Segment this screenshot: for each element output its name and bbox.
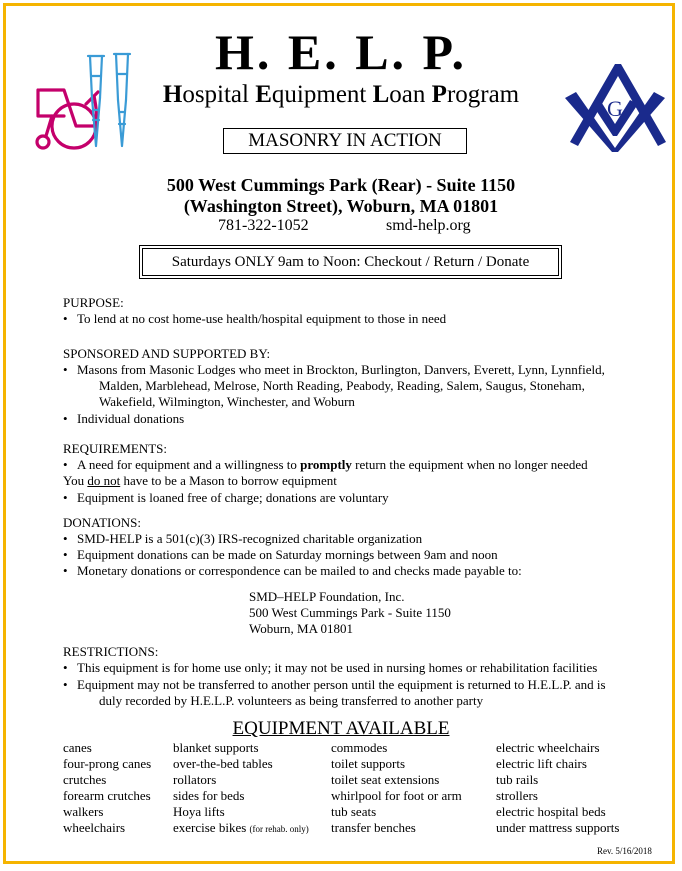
masonic-g-letter: G bbox=[607, 96, 623, 121]
equipment-item: exercise bikes bbox=[173, 820, 247, 835]
address-line-2: (Washington Street), Woburn, MA 01801 bbox=[183, 196, 499, 216]
equipment-item: whirlpool for foot or arm bbox=[331, 788, 462, 803]
donations-item-1: • SMD-HELP is a 501(c)(3) IRS-recognized charitable organization bbox=[63, 531, 423, 546]
donations-item-1-text: SMD-HELP is a 501(c)(3) IRS-recognized charitable organization bbox=[77, 531, 423, 546]
requirements-item-2: • Equipment is loaned free of charge; donations are voluntary bbox=[63, 490, 389, 505]
equipment-item: blanket supports bbox=[173, 740, 259, 755]
equipment-item: crutches bbox=[63, 772, 107, 787]
equipment-item: tub seats bbox=[331, 804, 377, 819]
page-title: H. E. L. P. bbox=[214, 24, 468, 80]
equipment-item: transfer benches bbox=[331, 820, 416, 835]
equipment-item: electric hospital beds bbox=[496, 804, 606, 819]
restrictions-item-2-text: Equipment may not be transferred to another person until the equipment is returned to H.E.L.P. and is bbox=[77, 677, 606, 692]
mailing-name: SMD–HELP Foundation, Inc. bbox=[249, 589, 405, 604]
subtitle-initial-l: L bbox=[372, 81, 390, 108]
equipment-note: (for rehab. only) bbox=[249, 824, 309, 834]
subtitle-initial-e: E bbox=[255, 81, 272, 108]
equipment-item: strollers bbox=[496, 788, 538, 803]
sponsors-item-2: • Individual donations bbox=[63, 411, 185, 426]
equipment-item-with-note bbox=[173, 820, 309, 837]
subtitle-initial-h: H bbox=[162, 81, 183, 108]
requirements-note-post: have to be a Mason to borrow equipment bbox=[120, 473, 337, 488]
donations-heading: DONATIONS: bbox=[63, 515, 141, 530]
equipment-item: walkers bbox=[63, 804, 104, 819]
restrictions-item-2-line-2: duly recorded by H.E.L.P. volunteers as being transferred to another party bbox=[99, 693, 484, 708]
mailing-street: 500 West Cummings Park - Suite 1150 bbox=[249, 605, 451, 620]
equipment-item: under mattress supports bbox=[496, 820, 620, 835]
equipment-item: sides for beds bbox=[173, 788, 245, 803]
sponsors-item-1: • Masons from Masonic Lodges who meet in Brockton, Burlington, Danvers, Everett, Lynn, Lynnfield, bbox=[63, 362, 605, 377]
requirements-item-1-pre: A need for equipment and a willingness to bbox=[77, 457, 301, 472]
subtitle-rest-p: rogram bbox=[446, 81, 520, 108]
requirements-note-underline: do not bbox=[87, 473, 121, 488]
equipment-item: canes bbox=[63, 740, 92, 755]
restrictions-item-1-text: This equipment is for home use only; it may not be used in nursing homes or rehabilitation facilities bbox=[77, 660, 598, 675]
page-subtitle bbox=[0, 80, 682, 110]
requirements-heading: REQUIREMENTS: bbox=[63, 441, 167, 456]
subtitle-rest-h: ospital bbox=[182, 81, 256, 108]
sponsors-line-1: Masons from Masonic Lodges who meet in Brockton, Burlington, Danvers, Everett, Lynn, Lynnfield, bbox=[77, 362, 605, 377]
equipment-item: four-prong canes bbox=[63, 756, 152, 771]
requirements-note bbox=[63, 473, 337, 489]
tagline-box: MASONRY IN ACTION bbox=[223, 128, 467, 154]
equipment-item: commodes bbox=[331, 740, 388, 755]
requirements-note-pre: You bbox=[63, 473, 88, 488]
website-link[interactable]: smd-help.org bbox=[386, 217, 471, 234]
equipment-heading-text: EQUIPMENT AVAILABLE bbox=[232, 718, 450, 739]
hours-box bbox=[139, 245, 562, 279]
equipment-item: electric wheelchairs bbox=[496, 740, 600, 755]
equipment-column-3 bbox=[331, 740, 462, 836]
sponsors-heading: SPONSORED AND SUPPORTED BY: bbox=[63, 346, 271, 361]
requirements-item-2-text: Equipment is loaned free of charge; donations are voluntary bbox=[77, 490, 389, 505]
equipment-column-4 bbox=[496, 740, 619, 836]
requirements-item-1: • A need for equipment and a willingness to promptly return the equipment when no longer needed bbox=[63, 457, 588, 472]
requirements-item-1-bold: promptly bbox=[300, 457, 352, 472]
address-line-1: 500 West Cummings Park (Rear) - Suite 1150 bbox=[166, 175, 516, 195]
hours-text: Saturdays ONLY 9am to Noon: Checkout / Return / Donate bbox=[142, 248, 559, 276]
equipment-heading bbox=[0, 718, 682, 740]
equipment-item: forearm crutches bbox=[63, 788, 151, 803]
revision-date: Rev. 5/16/2018 bbox=[597, 846, 652, 856]
subtitle-initial-p: P bbox=[431, 81, 447, 108]
equipment-item: over-the-bed tables bbox=[173, 756, 273, 771]
subtitle-rest-l: oan bbox=[389, 81, 432, 108]
equipment-item: electric lift chairs bbox=[496, 756, 587, 771]
equipment-item: toilet seat extensions bbox=[331, 772, 440, 787]
equipment-item: wheelchairs bbox=[63, 820, 126, 835]
purpose-heading: PURPOSE: bbox=[63, 295, 124, 310]
equipment-item: Hoya lifts bbox=[173, 804, 225, 819]
donations-item-3-text: Monetary donations or correspondence can be mailed to and checks made payable to: bbox=[77, 563, 522, 578]
sponsors-line-2: Malden, Marblehead, Melrose, North Reading, Peabody, Reading, Salem, Saugus, Stoneham, bbox=[99, 378, 585, 393]
phone-number: 781-322-1052 bbox=[218, 217, 309, 234]
restrictions-item-2: • Equipment may not be transferred to another person until the equipment is returned to H.E.L.P. and is bbox=[63, 677, 606, 692]
restrictions-heading: RESTRICTIONS: bbox=[63, 644, 159, 659]
equipment-item: toilet supports bbox=[331, 756, 406, 771]
equipment-item: tub rails bbox=[496, 772, 539, 787]
sponsors-line-3: Wakefield, Wilmington, Winchester, and Woburn bbox=[99, 394, 355, 409]
requirements-item-1-post: return the equipment when no longer needed bbox=[351, 457, 588, 472]
donations-item-2-text: Equipment donations can be made on Saturday mornings between 9am and noon bbox=[77, 547, 498, 562]
restrictions-item-1: • This equipment is for home use only; it may not be used in nursing homes or rehabilitation facilities bbox=[63, 660, 598, 675]
equipment-column-1 bbox=[63, 740, 151, 836]
donations-item-3: • Monetary donations or correspondence can be mailed to and checks made payable to: bbox=[63, 563, 522, 578]
equipment-item: rollators bbox=[173, 772, 217, 787]
mailing-city: Woburn, MA 01801 bbox=[249, 621, 354, 636]
purpose-item: • To lend at no cost home-use health/hospital equipment to those in need bbox=[63, 311, 447, 326]
subtitle-rest-e: quipment bbox=[271, 81, 373, 108]
purpose-item-text: To lend at no cost home-use health/hospital equipment to those in need bbox=[77, 311, 447, 326]
donations-item-2: • Equipment donations can be made on Saturday mornings between 9am and noon bbox=[63, 547, 498, 562]
equipment-column-2 bbox=[173, 740, 309, 837]
sponsors-item-2-text: Individual donations bbox=[77, 411, 185, 426]
